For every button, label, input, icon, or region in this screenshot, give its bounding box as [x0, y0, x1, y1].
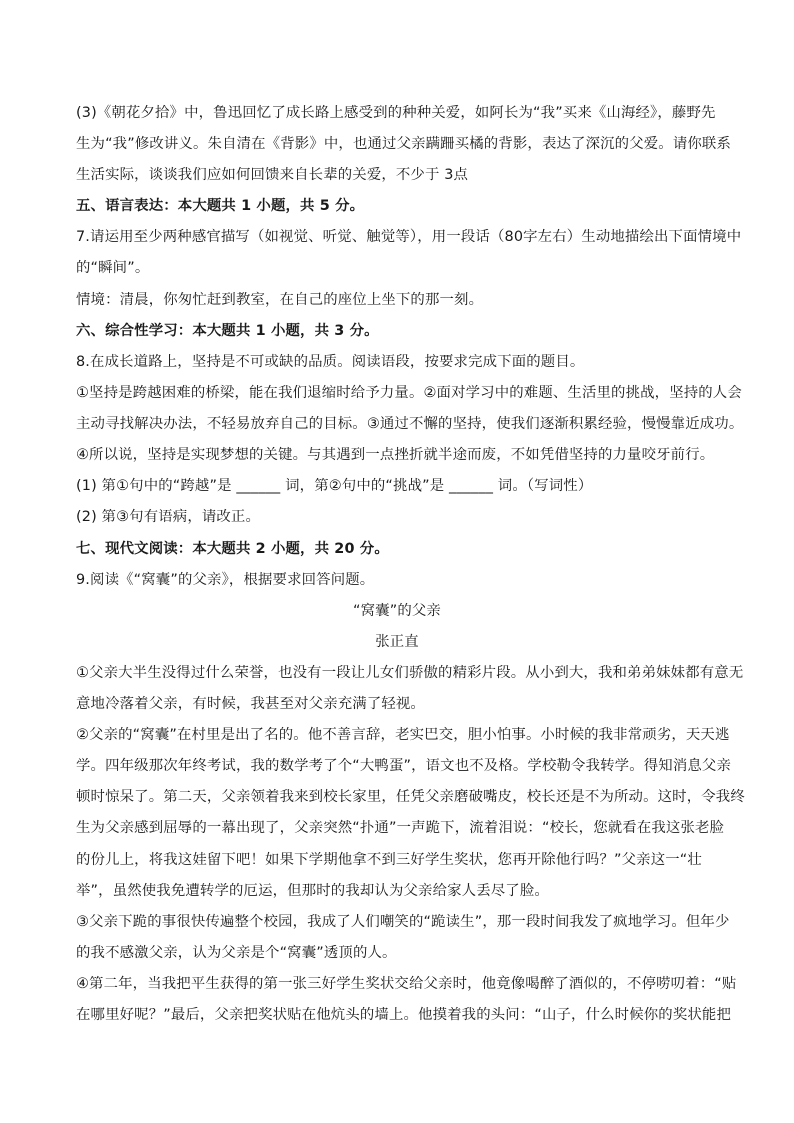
question-3-line-1: (3)《朝花夕拾》中，鲁迅回忆了成长路上感受到的种种关爱，如阿长为“我”买来《山海经》，藤野先 — [76, 105, 716, 121]
question-7-scenario: 情境：清晨，你匆忙赶到教室，在自己的座位上坐下的那一刻。 — [76, 292, 484, 308]
article-paragraph-1-line-2: 意地冷落着父亲，有时候，我甚至对父亲充满了轻视。 — [76, 696, 425, 712]
question-8-passage-line-1: ①坚持是跨越困难的桥梁，能在我们退缩时给予力量。②面对学习中的难题、生活里的挑战，坚持的人会 — [76, 385, 742, 401]
question-8-prompt: 8.在成长道路上，坚持是不可或缺的品质。阅读语段，按要求完成下面的题目。 — [76, 354, 585, 370]
article-title: “窝囊”的父亲 — [353, 603, 441, 619]
article-paragraph-2-line-6: 举”，虽然使我免遭转学的厄运，但那时的我却认为父亲给家人丢尽了脸。 — [76, 883, 549, 899]
article-paragraph-3-line-2: 的我不感激父亲，认为父亲是个“窝囊”透顶的人。 — [76, 945, 397, 961]
section-5-heading: 五、语言表达：本大题共 1 小题，共 5 分。 — [76, 198, 365, 214]
article-paragraph-2-line-5: 的份儿上，将我这娃留下吧！如果下学期他拿不到三好学生奖状，您再开除他行吗？”父亲这一“壮 — [76, 852, 702, 868]
article-author: 张正直 — [375, 634, 419, 650]
question-8-subquestion-1: (1) 第①句中的“跨越”是 ______ 词，第②句中的“挑战”是 ______ 词。（写词性） — [76, 478, 593, 494]
question-8-passage-line-3: ④所以说，坚持是实现梦想的关键。与其遇到一点挫折就半途而废，不如凭借坚持的力量咬牙前行。 — [76, 447, 715, 463]
question-3-line-3: 生活实际，谈谈我们应如何回馈来自长辈的关爱，不少于 3点 — [76, 167, 469, 183]
question-3-line-2: 生为“我”修改讲义。朱自清在《背影》中，也通过父亲蹒跚买橘的背影，表达了深沉的父爱。请你联系 — [76, 136, 732, 152]
article-paragraph-1-line-1: ①父亲大半生没得过什么荣誉，也没有一段让儿女们骄傲的精彩片段。从小到大，我和弟弟妹妹都有意无 — [76, 665, 744, 681]
article-paragraph-4-line-2: 在哪里好呢？”最后，父亲把奖状贴在他炕头的墙上。他摸着我的头问：“山子，什么时候你的奖状能把 — [76, 1007, 732, 1023]
question-7-line-1: 7.请运用至少两种感官描写（如视觉、听觉、触觉等），用一段话（80字左右）生动地描绘出下面情境中 — [76, 229, 742, 245]
question-7-line-2: 的“瞬间”。 — [76, 260, 150, 276]
section-7-heading: 七、现代文阅读：本大题共 2 小题，共 20 分。 — [76, 541, 389, 557]
article-paragraph-2-line-2: 学。四年级那次年终考试，我的数学考了个“大鸭蛋”，语文也不及格。学校勒令我转学。得知消息父亲 — [76, 758, 732, 774]
section-6-heading: 六、综合性学习：本大题共 1 小题，共 3 分。 — [76, 323, 379, 339]
article-paragraph-2-line-3: 顿时惊呆了。第二天，父亲领着我来到校长家里，任凭父亲磨破嘴皮，校长还是不为所动。这时，令我终 — [76, 789, 745, 805]
question-8-subquestion-2: (2) 第③句有语病，请改正。 — [76, 509, 261, 525]
article-paragraph-3-line-1: ③父亲下跪的事很快传遍整个校园，我成了人们嘲笑的“跪读生”，那一段时间我发了疯地学习。但年少 — [76, 914, 730, 930]
article-paragraph-2-line-1: ②父亲的“窝囊”在村里是出了名的。他不善言辞，老实巴交，胆小怕事。小时候的我非常顽劣，天天逃 — [76, 727, 730, 743]
article-paragraph-2-line-4: 生为父亲感到屈辱的一幕出现了，父亲突然“扑通”一声跪下，流着泪说：“校长，您就看在我这张老脸 — [76, 820, 725, 836]
question-9-prompt: 9.阅读《“窝囊”的父亲》，根据要求回答问题。 — [76, 572, 375, 588]
article-paragraph-4-line-1: ④第二年，当我把平生获得的第一张三好学生奖状交给父亲时，他竟像喝醉了酒似的，不停唠叨着：“贴 — [76, 976, 737, 992]
question-8-passage-line-2: 主动寻找解决办法，不轻易放弃自己的目标。③通过不懈的坚持，使我们逐渐积累经验，慢慢靠近成功。 — [76, 416, 744, 432]
